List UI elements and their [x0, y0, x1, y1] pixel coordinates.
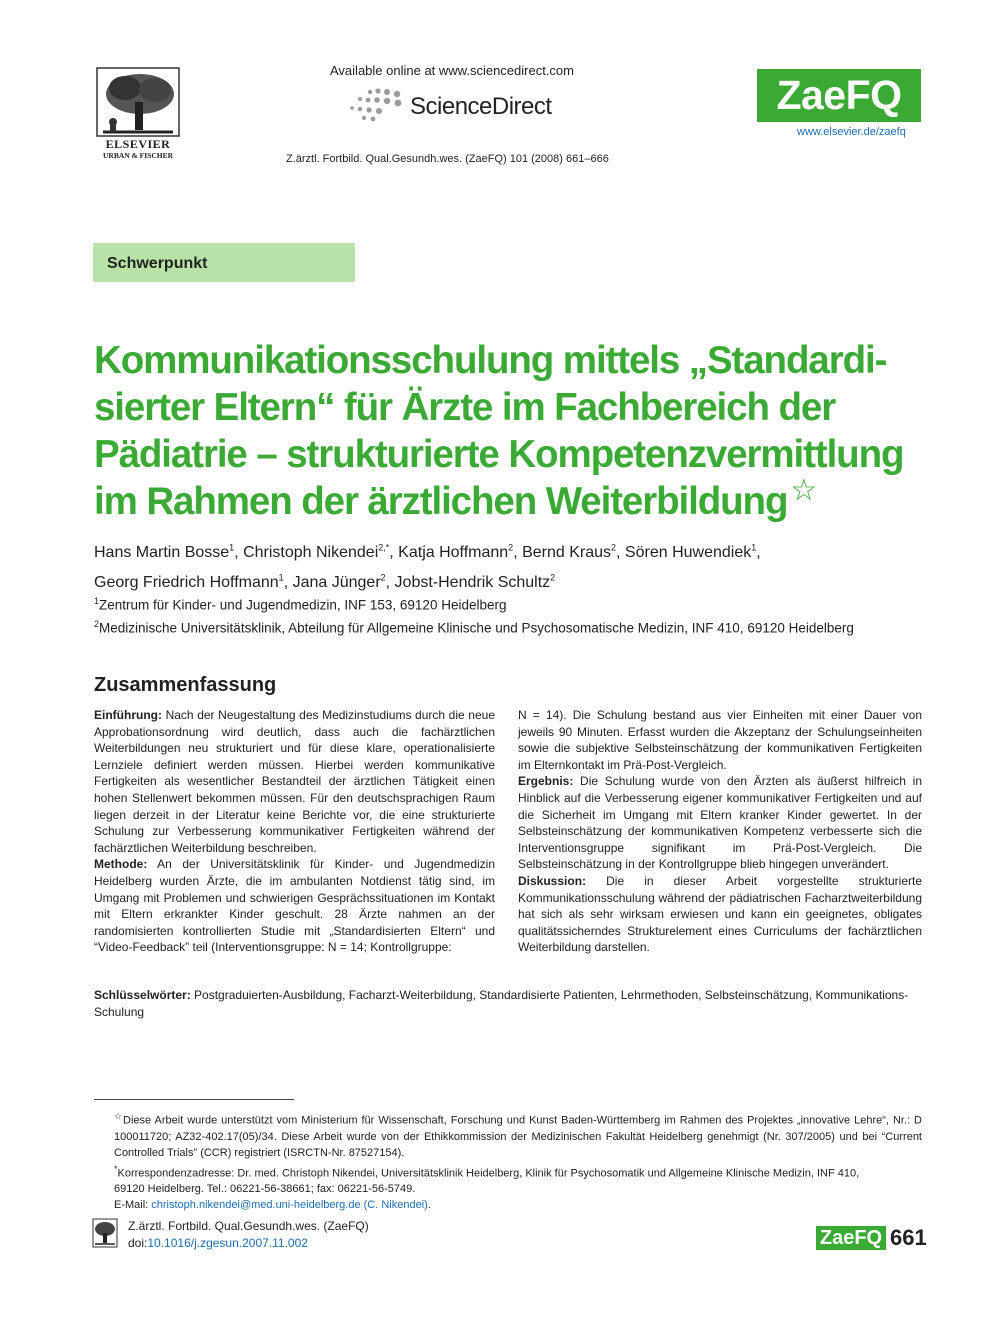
publisher-imprint: URBAN & FISCHER — [102, 151, 173, 160]
sciencedirect-dots-icon — [348, 86, 410, 124]
abstract-paragraph: N = 14). Die Schulung bestand aus vier Einheiten mit einer Dauer von jeweils 90 Minuten. Erfasst wurden die Akzeptanz der Schulungseinheiten sowie die subjektive Selbsteinschätzung der kommunikativen Fertigkeiten im Elternkontakt im Prä-Post-Vergleich. — [518, 708, 922, 772]
author: Jana Jünger$^2$, — [292, 572, 395, 591]
page-number: 661 — [890, 1225, 927, 1250]
author: Sören Huwendiek$^1$, — [624, 543, 761, 562]
footer-citation — [128, 1218, 369, 1252]
title-line: Kommunikationsschulung mittels „Standardi- — [94, 339, 887, 382]
footnotes — [96, 1108, 922, 1213]
author: Katja Hoffmann$^2$, — [398, 543, 523, 562]
footer-doi: doi:10.1016/j.zgesun.2007.11.002 — [128, 1236, 308, 1250]
email-name-link[interactable]: (C. Nikendei) — [363, 1199, 428, 1212]
keywords — [94, 987, 922, 1020]
affiliation: $^2$Medizinische Universitätsklinik, Abteilung für Allgemeine Klinische und Psychosomatische Medizin, INF 410, 69120 Heidelberg — [94, 618, 854, 635]
abstract-paragraph: Diskussion: Die in dieser Arbeit vorgestellte strukturierte Kommunikationsschulung während der pädiatrischen Facharztweiterbildung hat sich als sehr wirksam erwiesen und kann ein geeignetes, obligates qualitätssicherndes Strukturelement eines Curriculums der fachärztlichen Weiterbildung darstellen. — [518, 873, 922, 955]
affiliations — [94, 592, 924, 637]
author-list — [94, 536, 924, 595]
elsevier-tree-icon — [95, 66, 181, 138]
author: Christoph Nikendei$^{2,*}$, — [243, 543, 399, 562]
journal-citation: Z.ärztl. Fortbild. Qual.Gesundh.wes. (ZaeFQ) 101 (2008) 661–666 — [286, 153, 609, 165]
publisher-name: ELSEVIER — [105, 137, 171, 151]
abstract-paragraph: Einführung: Nach der Neugestaltung des Medizinstudiums durch die neue Approbationsordnung wird deutlich, dass auch die fachärztlichen Weiterbildungen neu strukturiert und für diese klare, operationalisierte Lernziele definiert werden müssen. Hierbei werden kommunikative Fertigkeiten als wesentlicher Bestandteil der ärztlichen Tätigkeit einen hohen Stellenwert bekommen müssen. Für den deutschsprachigen Raum liegen derzeit in der Literatur keine Berichte vor, die eine strukturierte Schulung zur Verbesserung kommunikativer Fertigkeiten während der fachärztlichen Weiterbildung beschreiben. — [94, 708, 495, 855]
author: Jobst-Hendrik Schultz$^2$ — [394, 572, 556, 591]
footnote-divider — [94, 1099, 294, 1100]
author: Hans Martin Bosse$^1$, — [94, 543, 244, 562]
abstract-left-column — [94, 707, 495, 956]
sciencedirect-name: ScienceDirect — [410, 93, 552, 120]
abstract-paragraph: Ergebnis: Die Schulung wurde von den Ärzten als äußerst hilfreich in Hinblick auf die Verbesserung eigener kommunikativer Fertigkeiten und auf die Sicherheit im Umgang mit Eltern kranker Kinder gewertet. In der Selbsteinschätzung der kommunikativen Kompetenz verbesserte sich die Interventionsgruppe signifikant im Prä-Post-Vergleich. Die Selbsteinschätzung in der Kontrollgruppe blieb hingegen unverändert. — [518, 774, 922, 872]
title-line: im Rahmen der ärztlichen Weiterbildung ☆ — [94, 474, 817, 523]
elsevier-small-tree-icon — [92, 1218, 118, 1248]
sciencedirect-logo[interactable] — [348, 86, 588, 124]
title-line: Pädiatrie – strukturierte Kompetenzvermittlung — [94, 433, 904, 476]
funding-footnote: ☆Diese Arbeit wurde unterstützt vom Ministerium für Wissenschaft, Forschung und Kunst Baden-Württemberg im Rahmen des Projektes „innovative Lehre“, Nr.: D 100011720; AZ32-402.17(05)/34. Diese Arbeit wurde von der Ethikkommission der Medizinischen Fakultät Heidelberg genehmigt (Nr. 307/2005) und bei “Current Controlled Trials” (CCR) registriert (ISRCTN-Nr. 87527154). — [114, 1111, 922, 1159]
correspondence-phone: 69120 Heidelberg. Tel.: 06221-56-38661; fax: 06221-56-5749. — [114, 1183, 416, 1196]
abstract-paragraph: Methode: An der Universitätsklinik für Kinder- und Jugendmedizin Heidelberg wurden Ärzte, die im ambulanten Notdienst tätig sind, im Umgang mit Problemen und schwierigen Gesprächssituationen im Kontakt mit Eltern erkrankter Kinder geschult. 28 Ärzte nahmen an der randomisierten kontrollierten Studie mit „Standardisierten Eltern“ und “Video-Feedback” teil (Interventionsgruppe: N = 14; Kontrollgruppe: — [94, 857, 495, 955]
author: Georg Friedrich Hoffmann$^1$, — [94, 572, 293, 591]
available-online[interactable]: Available online at www.sciencedirect.com — [330, 63, 574, 78]
doi-link[interactable]: 10.1016/j.zgesun.2007.11.002 — [147, 1236, 308, 1250]
keywords-label: Schlüsselwörter: — [94, 988, 191, 1002]
article-title — [94, 337, 924, 528]
correspondence-email: E-Mail: christoph.nikendei@med.uni-heidelberg.de (C. Nikendei). — [114, 1199, 431, 1212]
author: Bernd Kraus$^2$, — [522, 543, 625, 562]
email-link[interactable]: christoph.nikendei@med.uni-heidelberg.de — [151, 1199, 361, 1212]
footer-zaefq-logo: ZaeFQ — [816, 1226, 886, 1250]
keywords-text: Postgraduierten-Ausbildung, Facharzt-Weiterbildung, Standardisierte Patienten, Lehrmethoden, Selbsteinschätzung, Kommunikations-Schulung — [94, 988, 909, 1019]
journal-url-link[interactable]: www.elsevier.de/zaefq — [797, 126, 906, 138]
abstract-heading: Zusammenfassung — [94, 674, 277, 696]
title-line: sierter Eltern“ für Ärzte im Fachbereich der — [94, 386, 836, 429]
zaefq-logo: ZaeFQ — [757, 69, 921, 122]
affiliation: $^1$Zentrum für Kinder- und Jugendmedizin, INF 153, 69120 Heidelberg — [94, 596, 507, 613]
elsevier-logo — [92, 66, 184, 160]
correspondence-footnote: *Korrespondenzadresse: Dr. med. Christoph Nikendei, Universitätsklinik Heidelberg, Klinik für Psychosomatik und Allgemeine Klinische Medizin, INF 410, — [114, 1163, 860, 1180]
footer-journal: Z.ärztl. Fortbild. Qual.Gesundh.wes. (ZaeFQ) — [128, 1219, 369, 1233]
title-footnote-star-icon[interactable]: ☆ — [790, 474, 817, 507]
section-label: Schwerpunkt — [93, 243, 355, 282]
abstract-right-column — [518, 707, 922, 956]
